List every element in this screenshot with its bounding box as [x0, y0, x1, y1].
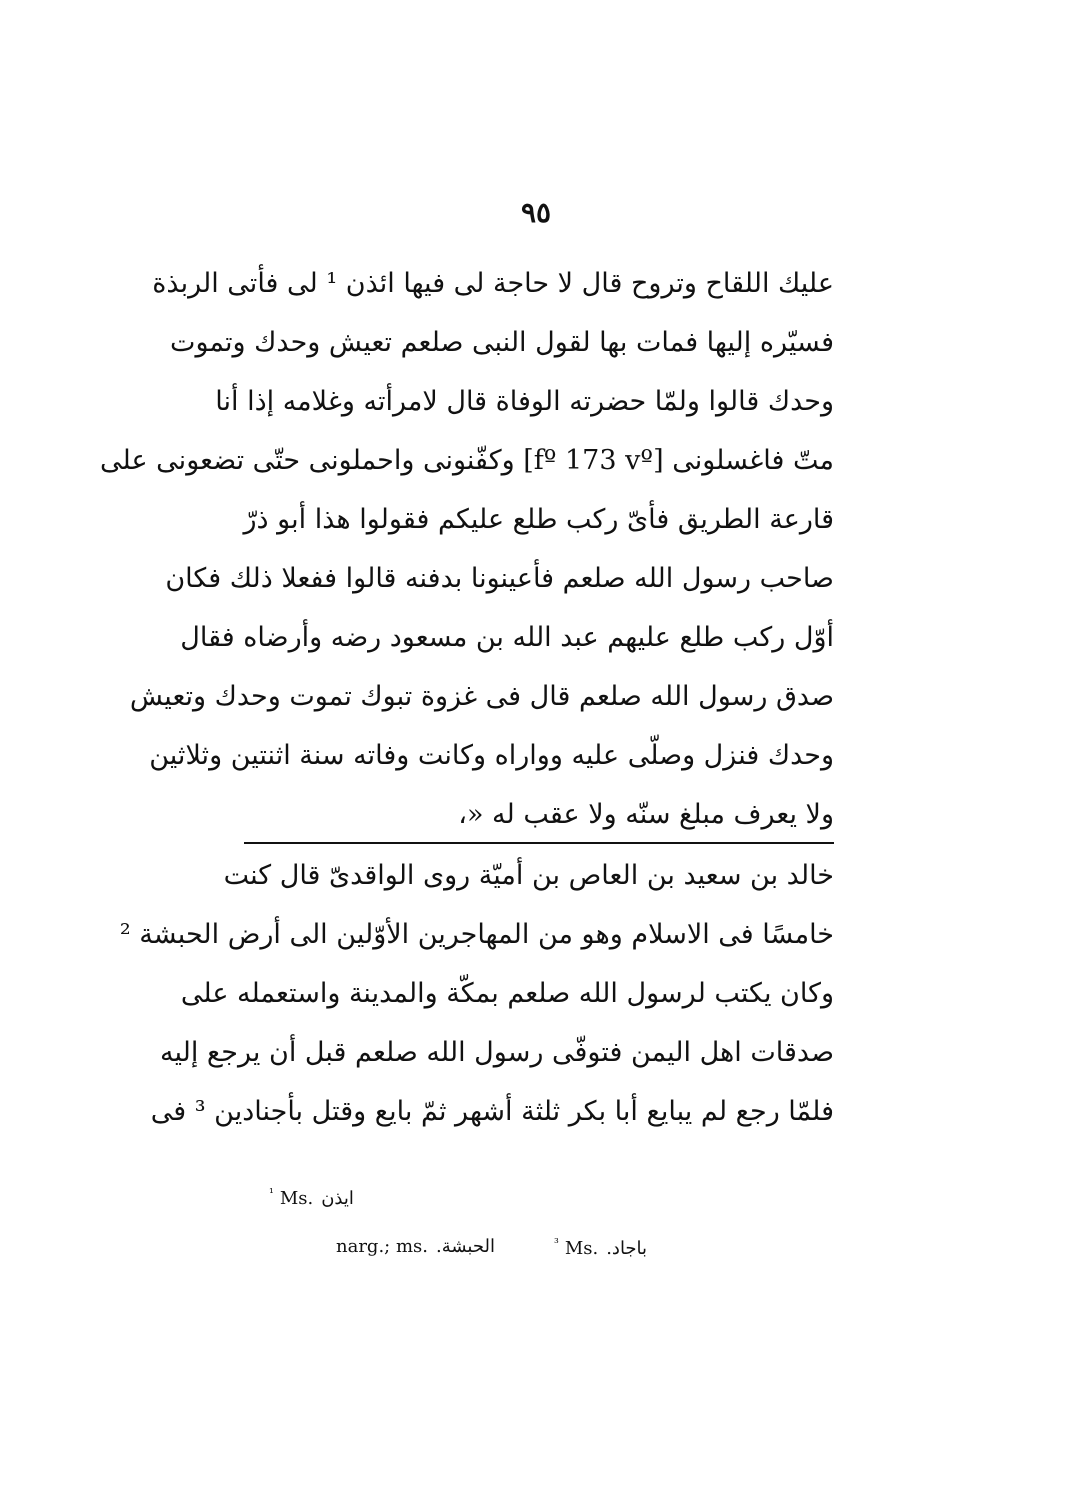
- footnote-mark: ¹: [269, 1186, 274, 1200]
- page-number: ٩٥: [520, 196, 552, 229]
- text-line: ولا يعرف مبلغ سنّه ولا عقب له «،: [458, 799, 834, 830]
- text-line: فسيّره إليها فمات بها لقول النبى صلعم تعيش وحدك وتموت: [170, 327, 834, 358]
- text-line: وحدك قالوا ولمّا حضرته الوفاة قال لامرأته وغلامه إذا أنا: [215, 386, 834, 417]
- footnote-label: Ms.: [279, 1188, 314, 1209]
- footnote-label: Ms.: [564, 1238, 599, 1259]
- text-line: خالد بن سعيد بن العاص بن أميّة روى الواقدىّ قال كنت: [223, 860, 834, 891]
- text-line: أوّل ركب طلع عليهم عبد الله بن مسعود رضه وأرضاه فقال: [180, 622, 834, 653]
- paragraph-abu-dharr: [100, 254, 834, 844]
- footnote-1: [269, 1186, 354, 1209]
- footnote-arabic: ايذن: [321, 1188, 354, 1209]
- footnote-label: narg.; ms.: [336, 1236, 428, 1257]
- footnote-arabic: باجاد.: [606, 1238, 648, 1259]
- text-line: صدق رسول الله صلعم قال فى غزوة تبوك تموت وحدك وتعيش: [129, 681, 834, 712]
- text-line: صدقات اهل اليمن فتوفّى رسول الله صلعم قبل أن يرجع إليه: [160, 1037, 834, 1068]
- footnotes: [244, 1180, 834, 1280]
- text-line: فلمّا رجع لم يبايع أبا بكر ثلثة أشهر ثمّ بايع وقتل بأجنادين ³ فى: [150, 1096, 834, 1127]
- paragraph-khalid-ibn-said: [119, 846, 834, 1141]
- text-line: قارعة الطريق فأىّ ركب طلع عليكم فقولوا هذا أبو ذرّ: [243, 504, 834, 535]
- footnote-2: [336, 1236, 495, 1257]
- text-line: خامسًا فى الاسلام وهو من المهاجرين الأوّلين الى أرض الحبشة ²: [119, 919, 834, 950]
- footnote-3: [554, 1236, 647, 1259]
- footnote-mark: ³: [554, 1236, 559, 1250]
- text-line: وحدك فنزل وصلّى عليه وواراه وكانت وفاته سنة اثنتين وثلاثين: [149, 740, 834, 771]
- text-line: متّ فاغسلونى [fº 173 vº] وكفّنونى واحملونى حتّى تضعونى على: [100, 445, 834, 476]
- text-line: وكان يكتب لرسول الله صلعم بمكّة والمدينة واستعمله على: [180, 978, 834, 1009]
- text-line: صاحب رسول الله صلعم فأعينونا بدفنه قالوا ففعلا ذلك فكان: [165, 563, 834, 594]
- text-line: عليك اللقاح وتروح قال لا حاجة لى فيها ائذن ¹ لى فأتى الربذة: [152, 268, 834, 299]
- section-divider: [244, 842, 834, 844]
- footnote-arabic: الحبشة.: [436, 1236, 495, 1257]
